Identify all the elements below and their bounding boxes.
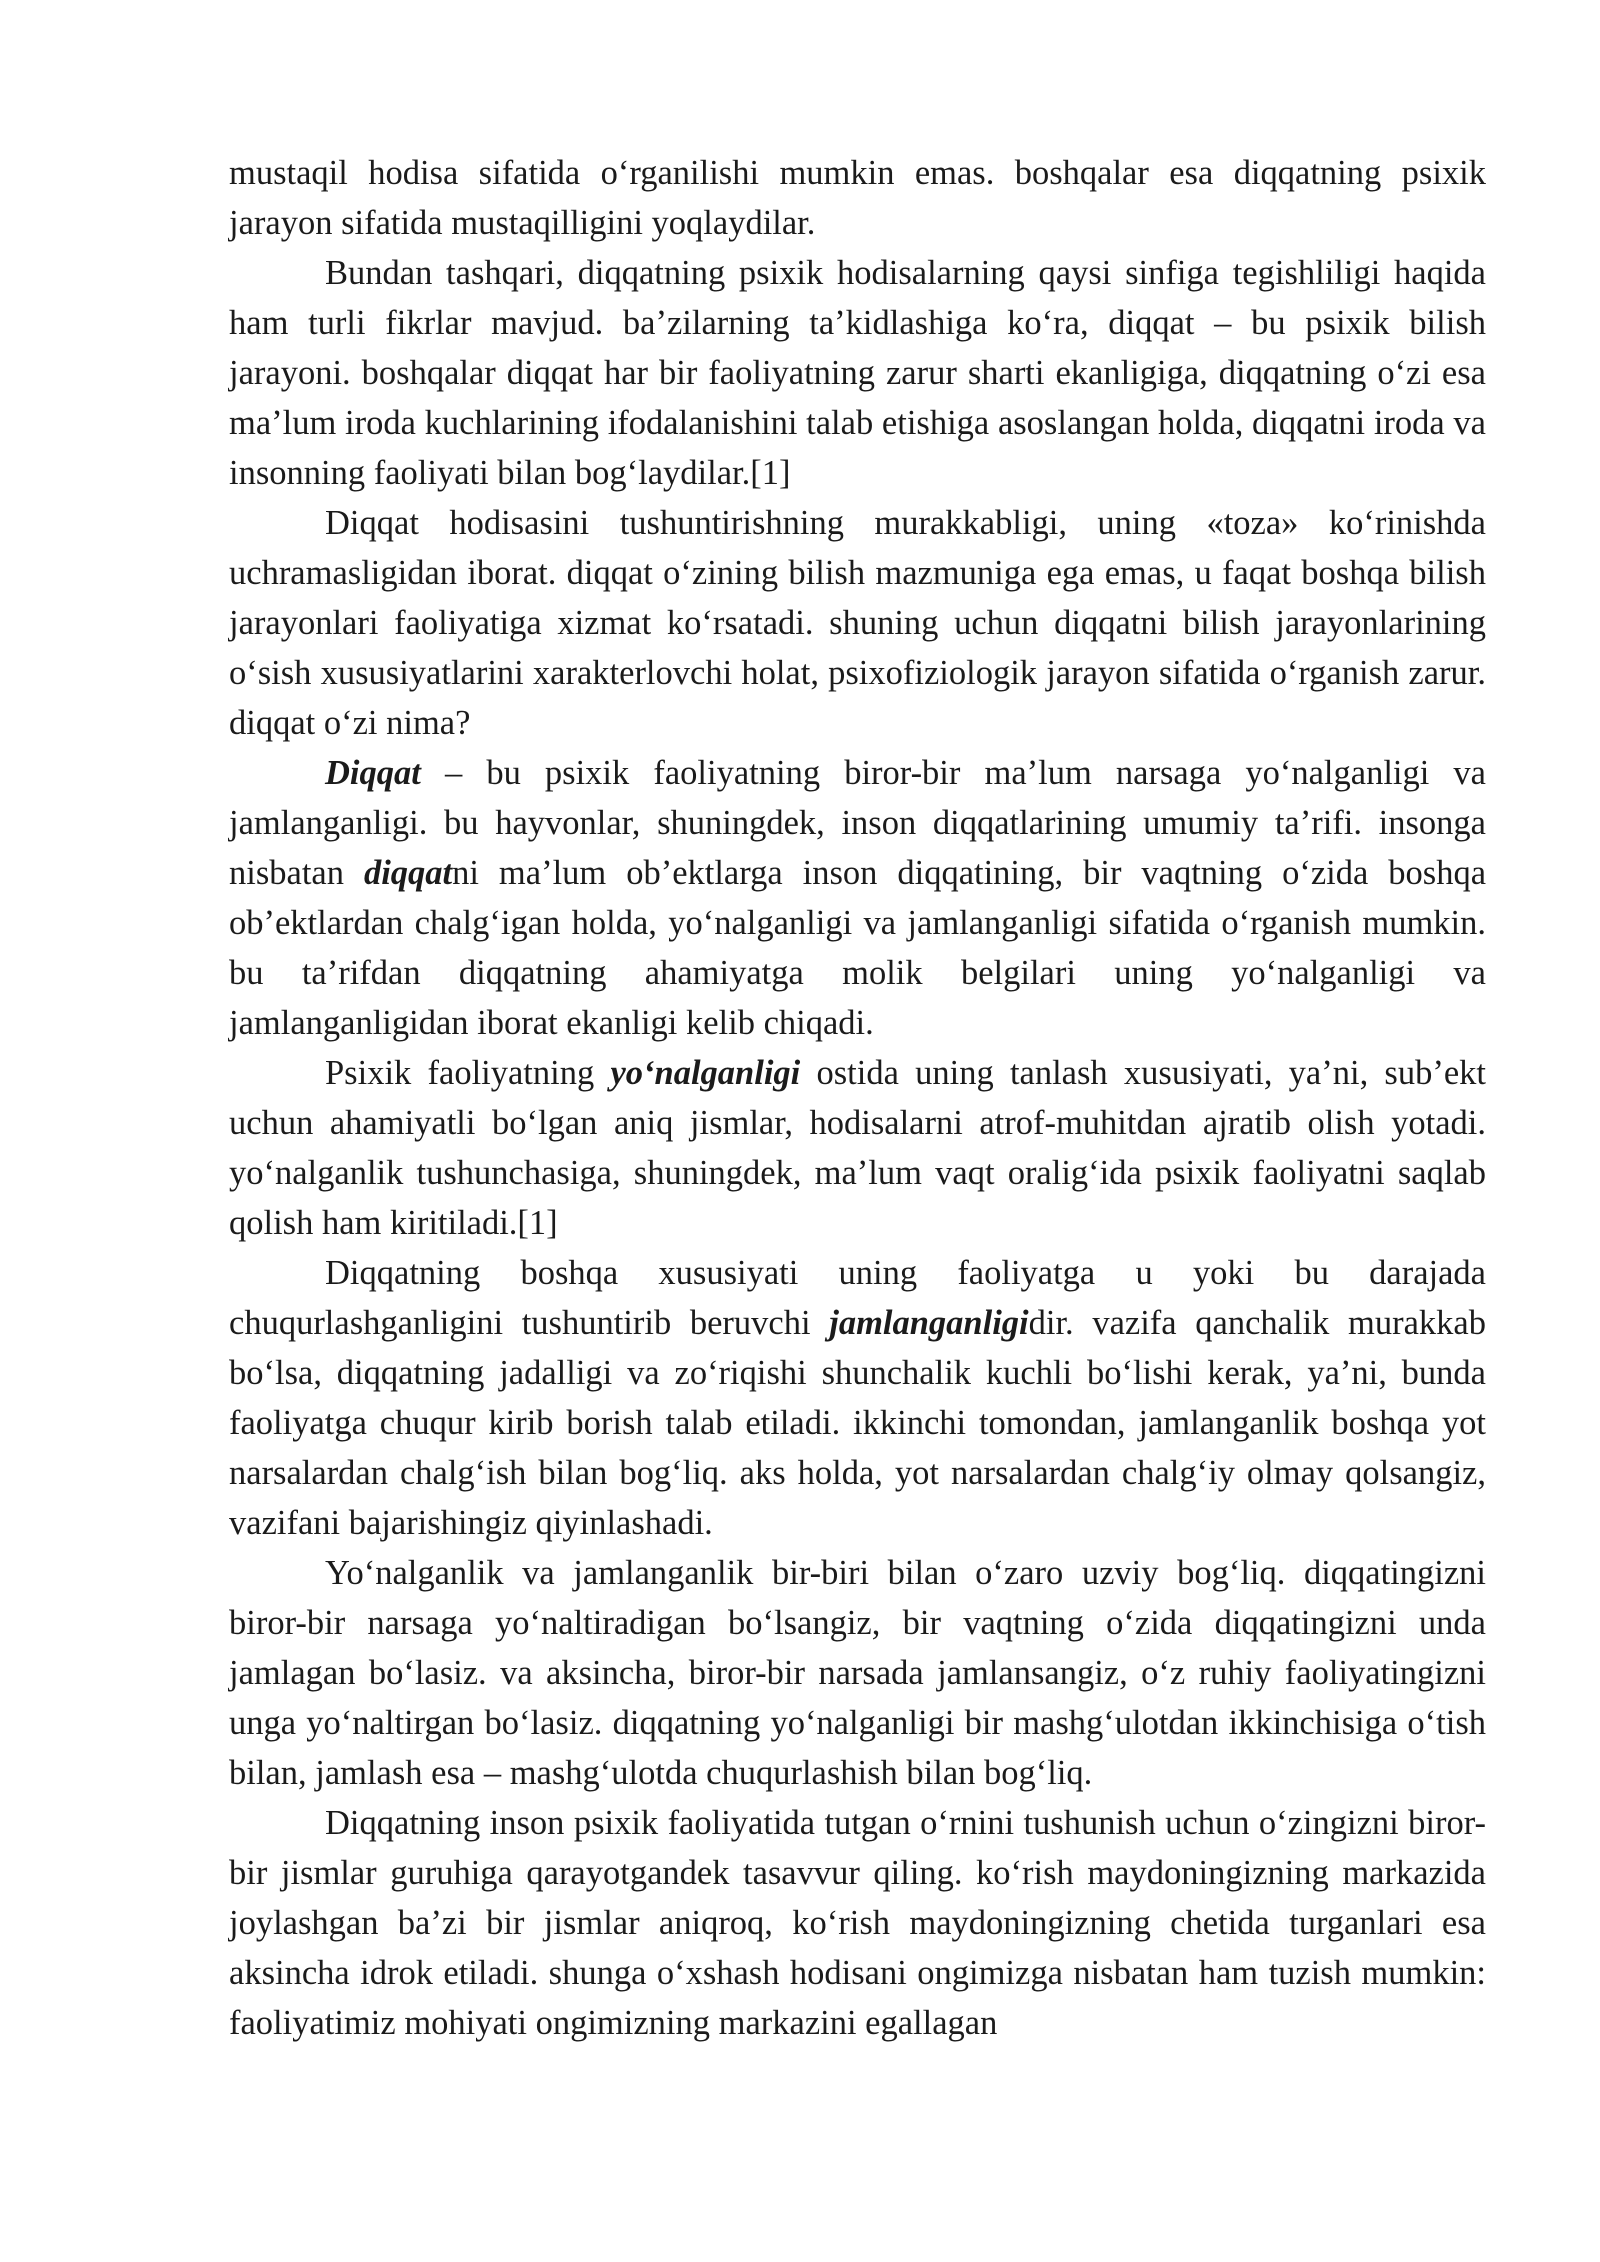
paragraph-text: – bu psixik faoliyatning biror-bir maʼlum narsaga yoʻnalganligi va jamlanganligi. bu hayvonlar, shuningdek, inson diqqatlarining umumiy taʼrifi. insonga nisbatan xyxy=(229,754,1486,892)
paragraph-text: Yoʻnalganlik va jamlanganlik bir-biri bilan oʻzaro uzviy bogʻliq. diqqatingizni biror-bir narsaga yoʻnaltiradigan boʻlsangiz, bir vaqtning oʻzida diqqatingizni unda jamlagan boʻlasiz. va aksincha, biror-bir narsada jamlansangiz, oʻz ruhiy faoliyatingizni unga yoʻnaltirgan boʻlasiz. diqqatning yoʻnalganligi bir mashgʻulotdan ikkinchisiga oʻtish bilan, jamlash esa – mashgʻulotda chuqurlashish bilan bogʻliq. xyxy=(229,1554,1486,1792)
paragraph-3 xyxy=(229,498,1486,748)
paragraph-7 xyxy=(229,1548,1486,1798)
paragraph-text: Diqqatning inson psixik faoliyatida tutgan oʻrnini tushunish uchun oʻzingizni biror-bir jismlar guruhiga qarayotgandek tasavvur qiling. koʻrish maydoningizning markazida joylashgan baʼzi bir jismlar aniqroq, koʻrish maydoningizning chetida turganlari esa aksincha idrok etiladi. shunga oʻxshash hodisani ongimizga nisbatan ham tuzish mumkin: faoliyatimiz mohiyati ongimizning markazini egallagan xyxy=(229,1804,1486,2042)
paragraph-text: Psixik faoliyatning xyxy=(325,1054,611,1092)
paragraph-text: mustaqil hodisa sifatida oʻrganilishi mumkin emas. boshqalar esa diqqatning psixik jarayon sifatida mustaqilligini yoqlaydilar. xyxy=(229,154,1486,242)
paragraph-5 xyxy=(229,1048,1486,1248)
document-page xyxy=(229,148,1486,2048)
paragraph-1 xyxy=(229,148,1486,248)
paragraph-text: ni maʼlum obʼektlarga inson diqqatining, bir vaqtning oʻzida boshqa obʼektlardan chalgʻigan holda, yoʻnalganligi va jamlanganligi sifatida oʻrganish mumkin. bu taʼrifdan diqqatning ahamiyatga molik belgilari uning yoʻnalganligi va jamlanganligidan iborat ekanligi kelib chiqadi. xyxy=(229,854,1487,1042)
term-diqqat: Diqqat xyxy=(325,754,421,792)
term-yonalganligi: yoʻnalganligi xyxy=(610,1054,801,1092)
paragraph-text: Diqqatning boshqa xususiyati uning faoliyatga u yoki bu darajada chuqurlashganligini tushuntirib beruvchi xyxy=(229,1254,1486,1342)
term-jamlanganligi: jamlanganligi xyxy=(829,1304,1029,1342)
paragraph-4-definition xyxy=(229,748,1486,1048)
paragraph-text: Bundan tashqari, diqqatning psixik hodisalarning qaysi sinfiga tegishliligi haqida ham turli fikrlar mavjud. baʼzilarning taʼkidlashiga koʻra, diqqat – bu psixik bilish jarayoni. boshqalar diqqat har bir faoliyatning zarur sharti ekanligiga, diqqatning oʻzi esa maʼlum iroda kuchlarining ifodalanishini talab etishiga asoslangan holda, diqqatni iroda va insonning faoliyati bilan bogʻlaydilar.[1] xyxy=(229,254,1486,492)
term-diqqat-inline: diqqat xyxy=(363,854,453,892)
paragraph-text: ostida uning tanlash xususiyati, yaʼni, subʼekt uchun ahamiyatli boʻlgan aniq jismlar, hodisalarni atrof-muhitdan ajratib olish yotadi. yoʻnalganlik tushunchasiga, shuningdek, maʼlum vaqt oraligʻida psixik faoliyatni saqlab qolish ham kiritiladi.[1] xyxy=(229,1054,1486,1242)
paragraph-text: dir. vazifa qanchalik murakkab boʻlsa, diqqatning jadalligi va zoʻriqishi shunchalik kuchli boʻlishi kerak, yaʼni, bunda faoliyatga chuqur kirib borish talab etiladi. ikkinchi tomondan, jamlanganlik boshqa yot narsalardan chalgʻish bilan bogʻliq. aks holda, yot narsalardan chalgʻiy olmay qolsangiz, vazifani bajarishingiz qiyinlashadi. xyxy=(229,1304,1486,1542)
paragraph-6 xyxy=(229,1248,1486,1548)
paragraph-2 xyxy=(229,248,1486,498)
paragraph-8 xyxy=(229,1798,1486,2048)
paragraph-text: Diqqat hodisasini tushuntirishning murakkabligi, uning «toza» koʻrinishda uchramasligidan iborat. diqqat oʻzining bilish mazmuniga ega emas, u faqat boshqa bilish jarayonlari faoliyatiga xizmat koʻrsatadi. shuning uchun diqqatni bilish jarayonlarining oʻsish xususiyatlarini xarakterlovchi holat, psixofiziologik jarayon sifatida oʻrganish zarur. diqqat oʻzi nima? xyxy=(229,504,1486,742)
